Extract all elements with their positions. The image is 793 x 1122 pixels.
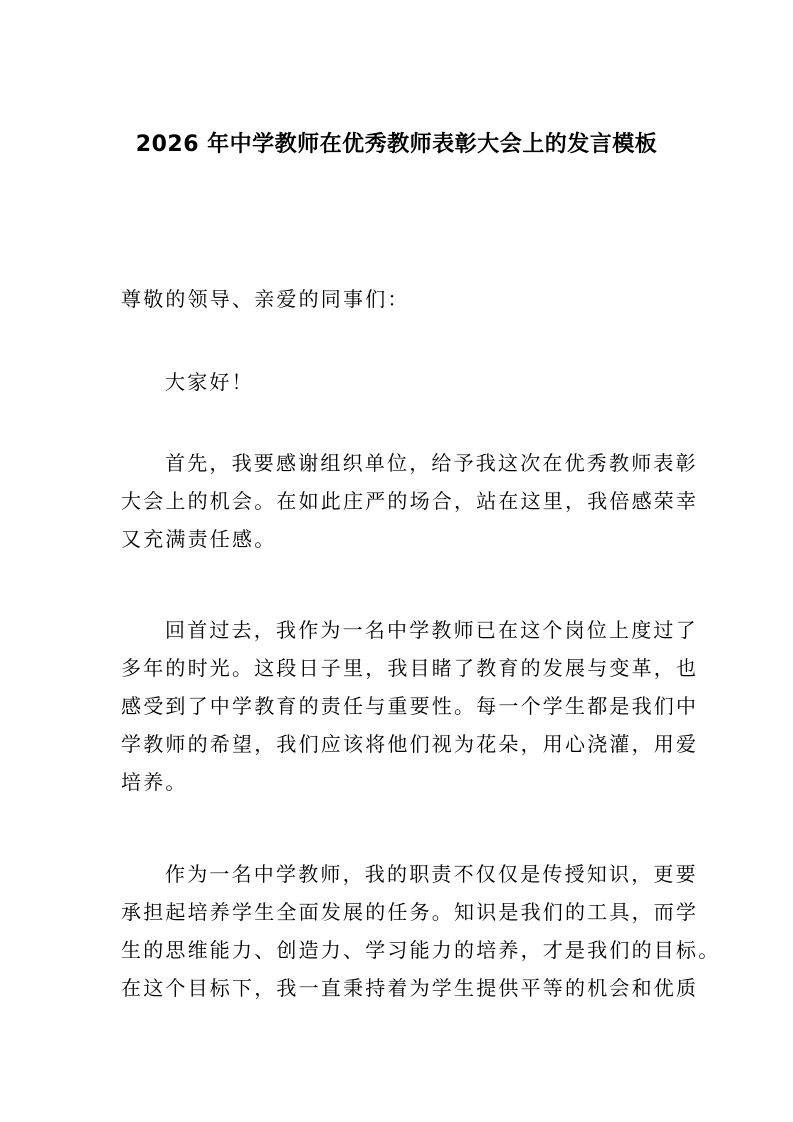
document-title: 2026 年中学教师在优秀教师表彰大会上的发言模板 [135,132,658,157]
paragraph-line: 又充满责任感。 [121,527,277,551]
paragraph-line: 作为一名中学教师，我的职责不仅仅是传授知识，更要 [165,862,698,886]
paragraph-line: 生的思维能力、创造力、学习能力的培养，才是我们的目标。 [121,938,721,962]
paragraph-line: 回首过去，我作为一名中学教师已在这个岗位上度过了 [165,618,698,642]
paragraph-line: 首先，我要感谢组织单位，给予我这次在优秀教师表彰 [165,451,698,475]
greeting: 大家好！ [165,370,254,394]
paragraph-line: 多年的时光。这段日子里，我目睹了教育的发展与变革，也 [121,656,699,680]
paragraph-line: 培养。 [121,770,188,794]
paragraph-line: 学教师的希望，我们应该将他们视为花朵，用心浇灌，用爱 [121,732,699,756]
paragraph-2 [121,611,699,801]
paragraph-1 [121,444,699,558]
paragraph-line: 承担起培养学生全面发展的任务。知识是我们的工具，而学 [121,900,699,924]
paragraph-line: 感受到了中学教育的责任与重要性。每一个学生都是我们中 [121,694,699,718]
paragraph-line: 在这个目标下，我一直秉持着为学生提供平等的机会和优质 [121,976,699,1000]
salutation: 尊敬的领导、亲爱的同事们： [121,287,410,311]
paragraph-3 [121,855,721,1007]
paragraph-line: 大会上的机会。在如此庄严的场合，站在这里，我倍感荣幸 [121,489,699,513]
